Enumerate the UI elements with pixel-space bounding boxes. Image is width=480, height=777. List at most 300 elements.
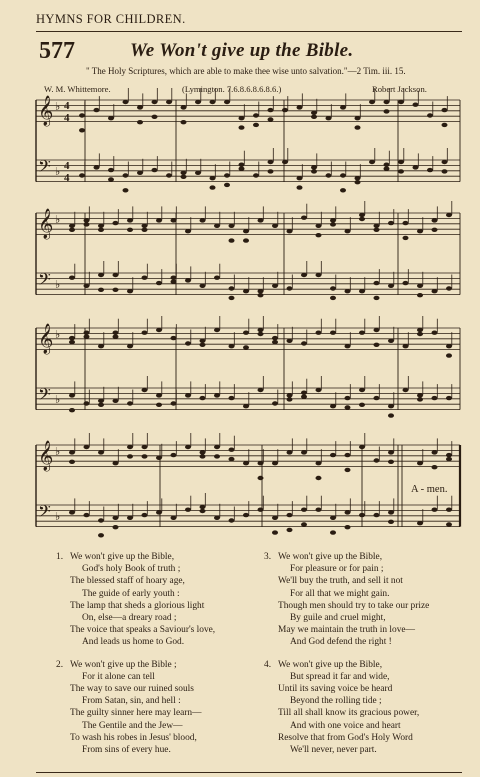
note-head <box>345 289 351 293</box>
note-head <box>398 160 404 164</box>
note-head <box>258 328 264 332</box>
verse-number: 4. <box>264 659 272 670</box>
verse-line <box>264 563 429 575</box>
note-head <box>374 513 380 517</box>
note-head <box>287 513 293 517</box>
note-head <box>446 453 452 457</box>
note-head <box>229 518 235 522</box>
note-head <box>417 332 423 336</box>
note-head <box>301 450 307 454</box>
note-head <box>258 461 264 465</box>
verse-line-text: Until its saving voice be heard <box>278 684 393 695</box>
verse-line <box>264 600 429 612</box>
verse-line-text: We'll buy the truth, and sell it not <box>278 576 403 587</box>
note-head <box>84 331 90 335</box>
note-head <box>127 401 133 405</box>
note-head <box>229 286 235 290</box>
verse-line <box>56 707 215 719</box>
note-head <box>200 218 206 222</box>
note-head <box>330 516 336 520</box>
verse-line-text: We'll never, never part. <box>290 745 377 756</box>
note-head <box>98 518 104 522</box>
note-head <box>446 353 452 357</box>
verse-line-text: May we maintain the truth in love— <box>278 625 415 636</box>
note-head <box>442 108 448 112</box>
note-head <box>330 404 336 408</box>
verse-line-text: By guile and cruel might, <box>290 613 386 624</box>
note-head <box>388 339 394 343</box>
flat-icon: ♭ <box>55 100 61 113</box>
note-head <box>359 513 365 517</box>
note-head <box>229 396 235 400</box>
note-head <box>239 116 245 120</box>
note-head <box>345 344 351 348</box>
note-head <box>442 123 448 127</box>
hymn-number: 577 <box>39 38 75 64</box>
note-head <box>369 160 375 164</box>
note-head <box>359 289 365 293</box>
verse-line <box>264 612 429 624</box>
note-head <box>345 525 351 529</box>
note-head <box>258 289 264 293</box>
note-head <box>84 218 90 222</box>
note-head <box>268 169 274 173</box>
note-head <box>185 278 191 282</box>
note-head <box>442 169 448 173</box>
note-head <box>432 396 438 400</box>
note-head <box>287 339 293 343</box>
note-head <box>268 108 274 112</box>
note-head <box>287 393 293 397</box>
amen-text: A - men. <box>411 484 448 495</box>
note-head <box>316 476 322 480</box>
note-head <box>253 123 259 127</box>
note-head <box>388 450 394 454</box>
verse-line <box>264 624 429 636</box>
time-signature: 4 <box>64 172 70 184</box>
note-head <box>84 335 90 339</box>
note-head <box>297 105 303 109</box>
note-head <box>374 328 380 332</box>
note-head <box>69 510 75 514</box>
verse-line <box>264 744 429 756</box>
time-signature: 4 <box>64 160 70 172</box>
note-head <box>446 344 452 348</box>
note-head <box>69 276 75 280</box>
verse-line-text: On, else—a dreary road ; <box>82 613 177 624</box>
note-head <box>340 173 346 177</box>
verse-line <box>56 720 215 732</box>
note-head <box>229 457 235 461</box>
note-head <box>152 100 158 104</box>
note-head <box>224 173 230 177</box>
note-head <box>69 450 75 454</box>
note-head <box>98 399 104 403</box>
note-head <box>98 403 104 407</box>
verse-line-text: And leads us home to God. <box>82 637 185 648</box>
note-head <box>374 343 380 347</box>
note-head <box>181 171 187 175</box>
note-head <box>282 108 288 112</box>
note-head <box>316 461 322 465</box>
note-head <box>195 100 201 104</box>
verse-line <box>264 588 429 600</box>
note-head <box>326 173 332 177</box>
note-head <box>239 167 245 171</box>
note-head <box>142 224 148 228</box>
verse-number: 1. <box>56 552 64 562</box>
note-head <box>388 284 394 288</box>
note-head <box>214 393 220 397</box>
note-head <box>69 228 75 232</box>
note-head <box>127 454 133 458</box>
verse-line <box>56 671 215 683</box>
note-head <box>272 516 278 520</box>
note-head <box>384 100 390 104</box>
verse-line <box>56 683 215 695</box>
note-head <box>388 520 394 524</box>
note-head <box>417 521 423 525</box>
note-head <box>272 224 278 228</box>
note-head <box>171 276 177 280</box>
flat-icon: ♭ <box>55 393 61 406</box>
note-head <box>432 508 438 512</box>
note-head <box>417 397 423 401</box>
note-head <box>113 273 119 277</box>
verse-line <box>56 588 215 600</box>
note-head <box>229 296 235 300</box>
verse-line <box>264 683 429 695</box>
verse-line <box>56 563 215 575</box>
note-head <box>330 530 336 534</box>
running-header: HYMNS FOR CHILDREN. <box>36 12 186 26</box>
verse-line <box>56 551 215 563</box>
note-head <box>398 100 404 104</box>
note-head <box>253 173 259 177</box>
note-head <box>98 344 104 348</box>
verse-line-text: We won't give up the Bible, <box>278 659 383 670</box>
note-head <box>258 508 264 512</box>
note-head <box>243 461 249 465</box>
note-head <box>94 165 100 169</box>
note-head <box>359 388 365 392</box>
note-head <box>345 405 351 409</box>
note-head <box>137 105 143 109</box>
note-head <box>432 465 438 469</box>
note-head <box>152 168 158 172</box>
note-head <box>113 331 119 335</box>
note-head <box>403 344 409 348</box>
note-head <box>345 453 351 457</box>
note-head <box>374 281 380 285</box>
note-head <box>214 224 220 228</box>
verse-line-text: God's holy Book of truth ; <box>82 564 181 575</box>
treble-clef-icon: 𝄞 <box>38 441 54 471</box>
note-head <box>316 508 322 512</box>
note-head <box>69 460 75 464</box>
note-head <box>432 450 438 454</box>
flat-icon: ♭ <box>55 165 61 178</box>
note-head <box>388 460 394 464</box>
verse-line <box>56 600 215 612</box>
note-head <box>200 505 206 509</box>
scripture-epigraph: " The Holy Scriptures, which are able to make thee wise unto salvation."—2 Tim. iii. 15. <box>86 66 406 76</box>
note-head <box>340 105 346 109</box>
note-head <box>127 218 133 222</box>
treble-clef-icon: 𝄞 <box>38 209 54 239</box>
verse-line-text: Till all shall know its gracious power, <box>278 708 420 719</box>
note-head <box>272 284 278 288</box>
verse-line-text: From Satan, sin, and hell : <box>82 696 181 707</box>
note-head <box>224 100 230 104</box>
note-head <box>69 336 75 340</box>
verse-line-text: Though men should try to take our prize <box>278 600 430 611</box>
note-head <box>355 125 361 129</box>
note-head <box>287 450 293 454</box>
note-head <box>84 222 90 226</box>
note-head <box>272 461 278 465</box>
note-head <box>229 238 235 242</box>
verse-line-text: To wash his robes in Jesus' blood, <box>70 732 197 743</box>
verse-1 <box>56 551 215 649</box>
note-head <box>301 216 307 220</box>
note-head <box>272 530 278 534</box>
note-head <box>127 228 133 232</box>
note-head <box>142 276 148 280</box>
note-head <box>301 341 307 345</box>
note-head <box>108 177 114 181</box>
note-head <box>113 399 119 403</box>
note-head <box>417 461 423 465</box>
verse-line <box>264 551 429 563</box>
note-head <box>427 168 433 172</box>
verse-line-text: But spread it far and wide, <box>290 671 390 682</box>
note-head <box>243 331 249 335</box>
note-head <box>108 168 114 172</box>
verse-line <box>56 624 215 636</box>
note-head <box>156 510 162 514</box>
note-head <box>171 516 177 520</box>
note-head <box>287 528 293 532</box>
time-signature: 4 <box>64 112 70 124</box>
note-head <box>127 445 133 449</box>
note-head <box>142 331 148 335</box>
note-head <box>243 404 249 408</box>
note-head <box>311 111 317 115</box>
note-head <box>340 188 346 192</box>
note-head <box>388 221 394 225</box>
note-head <box>384 163 390 167</box>
note-head <box>316 331 322 335</box>
note-head <box>432 331 438 335</box>
verse-3 <box>264 551 429 649</box>
note-head <box>316 388 322 392</box>
note-head <box>446 396 452 400</box>
note-head <box>432 289 438 293</box>
note-head <box>355 116 361 120</box>
note-head <box>403 221 409 225</box>
note-head <box>413 165 419 169</box>
note-head <box>200 284 206 288</box>
note-head <box>330 286 336 290</box>
note-head <box>417 229 423 233</box>
verse-line-text: The voice that speaks a Saviour's love, <box>70 625 216 636</box>
note-head <box>345 396 351 400</box>
note-head <box>243 229 249 233</box>
verse-line-text: The Gentile and the Jew— <box>82 720 183 731</box>
note-head <box>330 331 336 335</box>
verse-line-text: The guide of early youth : <box>82 588 180 599</box>
note-head <box>171 453 177 457</box>
note-head <box>239 125 245 129</box>
note-head <box>214 276 220 280</box>
note-head <box>287 229 293 233</box>
note-head <box>282 160 288 164</box>
tune-name: (Lymington. 7.6.8.6.8.6.8.6.) <box>182 84 282 94</box>
note-head <box>171 280 177 284</box>
note-head <box>84 445 90 449</box>
verse-line-text: From sins of every hue. <box>82 745 171 756</box>
note-head <box>142 454 148 458</box>
note-head <box>127 344 133 348</box>
note-head <box>417 393 423 397</box>
note-head <box>355 180 361 184</box>
note-head <box>123 173 129 177</box>
note-head <box>185 341 191 345</box>
note-head <box>156 218 162 222</box>
note-head <box>113 516 119 520</box>
note-head <box>359 445 365 449</box>
note-head <box>330 296 336 300</box>
note-head <box>98 273 104 277</box>
note-head <box>200 454 206 458</box>
verse-line-text: Resolve that from God's Holy Word <box>278 732 413 743</box>
note-head <box>210 176 216 180</box>
note-head <box>330 453 336 457</box>
verse-line-text: The way to save our ruined souls <box>70 684 194 695</box>
note-head <box>369 100 375 104</box>
note-head <box>171 401 177 405</box>
note-head <box>185 229 191 233</box>
note-head <box>108 116 114 120</box>
note-head <box>359 331 365 335</box>
note-head <box>113 335 119 339</box>
note-head <box>229 224 235 228</box>
verse-line-text: And God defend the right ! <box>290 637 392 648</box>
note-head <box>185 445 191 449</box>
note-head <box>374 458 380 462</box>
verse-line <box>56 612 215 624</box>
note-head <box>214 328 220 332</box>
note-head <box>243 238 249 242</box>
verse-line <box>264 671 429 683</box>
note-head <box>79 173 85 177</box>
note-head <box>214 454 220 458</box>
note-head <box>258 476 264 480</box>
note-head <box>326 116 332 120</box>
note-head <box>417 284 423 288</box>
note-head <box>98 288 104 292</box>
note-head <box>224 183 230 187</box>
note-head <box>345 229 351 233</box>
note-head <box>69 393 75 397</box>
note-head <box>272 401 278 405</box>
note-head <box>272 340 278 344</box>
note-head <box>98 228 104 232</box>
note-head <box>413 103 419 107</box>
note-head <box>301 391 307 395</box>
note-head <box>98 533 104 537</box>
verse-line-text: For all that we might gain. <box>290 588 390 599</box>
note-head <box>79 113 85 117</box>
note-head <box>156 328 162 332</box>
note-head <box>98 224 104 228</box>
note-head <box>311 115 317 119</box>
note-head <box>142 445 148 449</box>
bass-clef-icon: 𝄢 <box>38 501 51 525</box>
note-head <box>113 525 119 529</box>
note-head <box>301 522 307 526</box>
lyrics-column-left <box>56 551 215 766</box>
verse-line <box>56 575 215 587</box>
note-head <box>200 339 206 343</box>
verse-line-text: And with one voice and heart <box>290 720 401 731</box>
note-head <box>359 213 365 217</box>
flat-icon: ♭ <box>55 213 61 226</box>
verse-2 <box>56 659 215 757</box>
note-head <box>345 510 351 514</box>
note-head <box>123 100 129 104</box>
note-head <box>417 328 423 332</box>
note-head <box>137 171 143 175</box>
note-head <box>113 288 119 292</box>
note-head <box>355 176 361 180</box>
note-head <box>432 228 438 232</box>
flat-icon: ♭ <box>55 328 61 341</box>
note-head <box>210 185 216 189</box>
note-head <box>84 284 90 288</box>
verse-line-text: We won't give up the Bible, <box>70 552 175 562</box>
music-composer: Robert Jackson. <box>372 84 427 94</box>
note-head <box>311 165 317 169</box>
note-head <box>243 513 249 517</box>
verse-line-text: The guilty sinner here may learn— <box>70 708 202 719</box>
note-head <box>84 401 90 405</box>
note-head <box>287 286 293 290</box>
footer-rule <box>36 772 462 773</box>
note-head <box>94 108 100 112</box>
note-head <box>258 332 264 336</box>
note-head <box>185 508 191 512</box>
verse-line <box>264 732 429 744</box>
note-head <box>345 468 351 472</box>
verse-line <box>264 575 429 587</box>
verse-line-text: The blessed staff of hoary age, <box>70 576 185 587</box>
note-head <box>200 450 206 454</box>
bass-clef-icon: 𝄢 <box>38 269 51 293</box>
note-head <box>258 218 264 222</box>
note-head <box>316 273 322 277</box>
note-head <box>417 293 423 297</box>
note-head <box>442 160 448 164</box>
note-head <box>69 340 75 344</box>
note-head <box>214 516 220 520</box>
verse-number: 3. <box>264 552 272 562</box>
words-author: W. M. Whittemore. <box>44 84 111 94</box>
note-head <box>311 169 317 173</box>
hymn-title: We Won't give up the Bible. <box>130 40 354 61</box>
verse-line <box>264 720 429 732</box>
